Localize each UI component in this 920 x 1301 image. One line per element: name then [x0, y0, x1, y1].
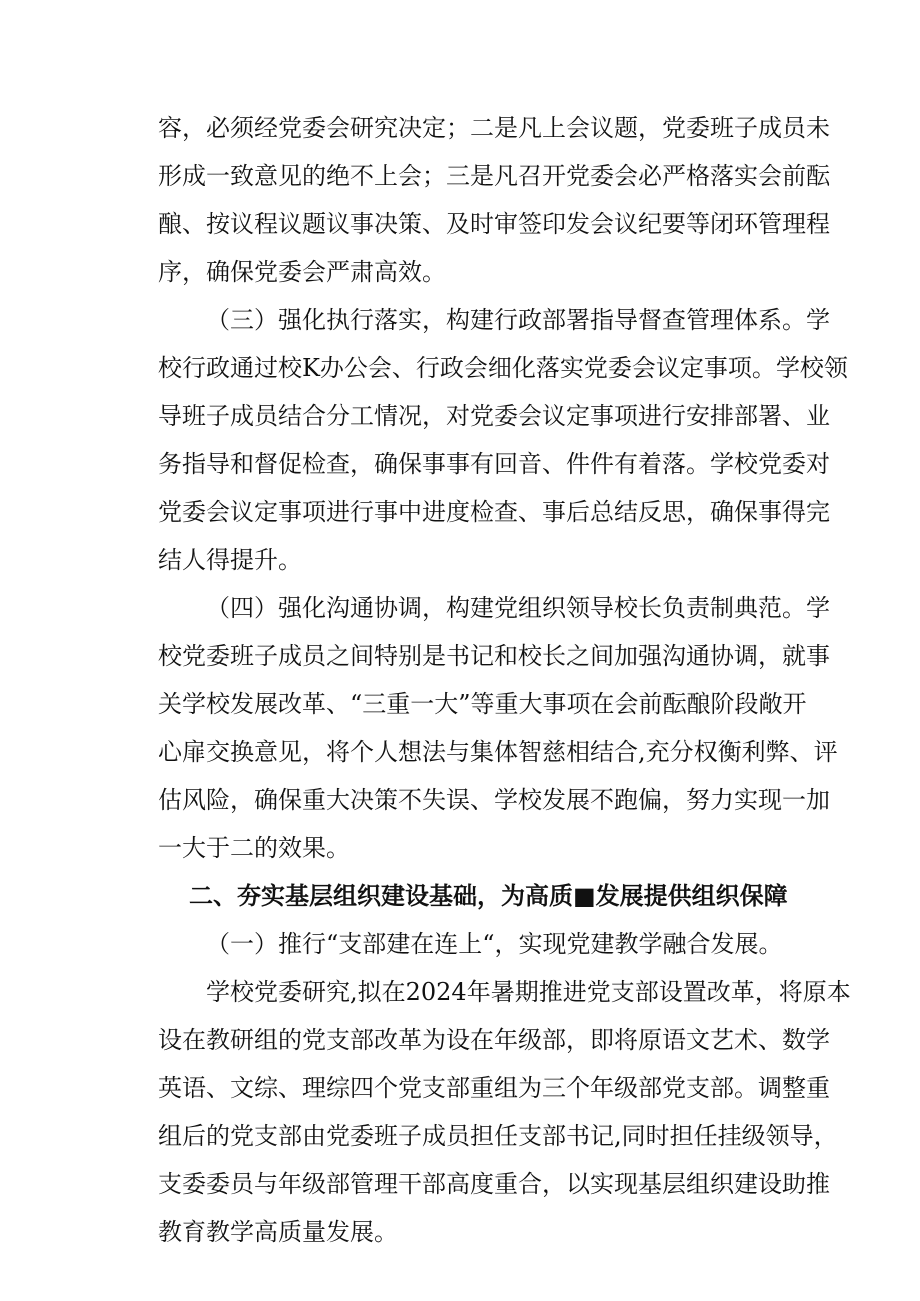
text-line [0, 204, 920, 244]
paragraph-start-line [0, 588, 920, 628]
text-line [0, 492, 920, 532]
line-text: 教育教学高质量发展。 [158, 1218, 398, 1246]
subheading-line [0, 924, 920, 964]
text-line [0, 1116, 920, 1156]
text-line [0, 1164, 920, 1204]
text-line [0, 348, 920, 388]
text-line [0, 636, 920, 676]
line-text: 组后的党支部由党委班子成员担任支部书记,同时担任挂级领导， [158, 1122, 838, 1150]
text-line [0, 444, 920, 484]
text-line [0, 396, 920, 436]
text-line [0, 252, 920, 292]
line-text: 估风险，确保重大决策不失误、学校发展不跑偏，努力实现一加 [158, 786, 830, 814]
line-text: 序，确保党委会严肃高效。 [158, 258, 446, 286]
text-line [0, 732, 920, 772]
line-text: 校党委班子成员之间特别是书记和校长之间加强沟通协调，就事 [158, 642, 830, 670]
line-text: 党委会议定事项进行事中进度检查、事后总结反思，确保事得完 [158, 498, 830, 526]
text-line [0, 156, 920, 196]
line-text: 英语、文综、理综四个党支部重组为三个年级部党支部。调整重 [158, 1074, 830, 1102]
line-text: 形成一致意见的绝不上会；三是凡召开党委会必严格落实会前酝 [158, 162, 830, 190]
line-text: （一）推行“支部建在连上“，实现党建教学融合发展。 [206, 930, 783, 958]
text-line [0, 828, 920, 868]
line-text: 容，必须经党委会研究决定；二是凡上会议题，党委班子成员未 [158, 114, 830, 142]
paragraph-start-line [0, 972, 920, 1012]
line-text: 关学校发展改革、“三重一大”等重大事项在会前酝酿阶段敞开 [158, 690, 807, 718]
line-text: 务指导和督促检查，确保事事有回音、件件有着落。学校党委对 [158, 450, 830, 478]
line-text: 酿、按议程议题议事决策、及时审签印发会议纪要等闭环管理程 [158, 210, 830, 238]
text-line [0, 780, 920, 820]
line-text: （三）强化执行落实，构建行政部署指导督查管理体系。学 [206, 306, 830, 334]
text-line [0, 1212, 920, 1252]
text-line [0, 1068, 920, 1108]
heading-text: 二、夯实基层组织建设基础，为高质■发展提供组织保障 [189, 882, 788, 910]
text-line [0, 1020, 920, 1060]
text-line [0, 684, 920, 724]
line-text: 学校党委研究,拟在2024年暑期推进党支部设置改革，将原本 [206, 978, 851, 1006]
text-line [0, 540, 920, 580]
line-text: 支委委员与年级部管理干部高度重合，以实现基层组织建设助推 [158, 1170, 830, 1198]
line-text: （四）强化沟通协调，构建党组织领导校长负责制典范。学 [206, 594, 830, 622]
line-text: 心扉交换意见，将个人想法与集体智慈相结合,充分权衡利弊、评 [158, 738, 838, 766]
line-text: 一大于二的效果。 [158, 834, 350, 862]
line-text: 导班子成员结合分工情况，对党委会议定事项进行安排部署、业 [158, 402, 830, 430]
section-heading [0, 876, 920, 916]
line-text: 结人得提升。 [158, 546, 302, 574]
text-line [0, 108, 920, 148]
line-text: 校行政通过校K办公会、行政会细化落实党委会议定事项。学校领 [158, 354, 848, 382]
paragraph-start-line [0, 300, 920, 340]
line-text: 设在教研组的党支部改革为设在年级部，即将原语文艺术、数学 [158, 1026, 830, 1054]
